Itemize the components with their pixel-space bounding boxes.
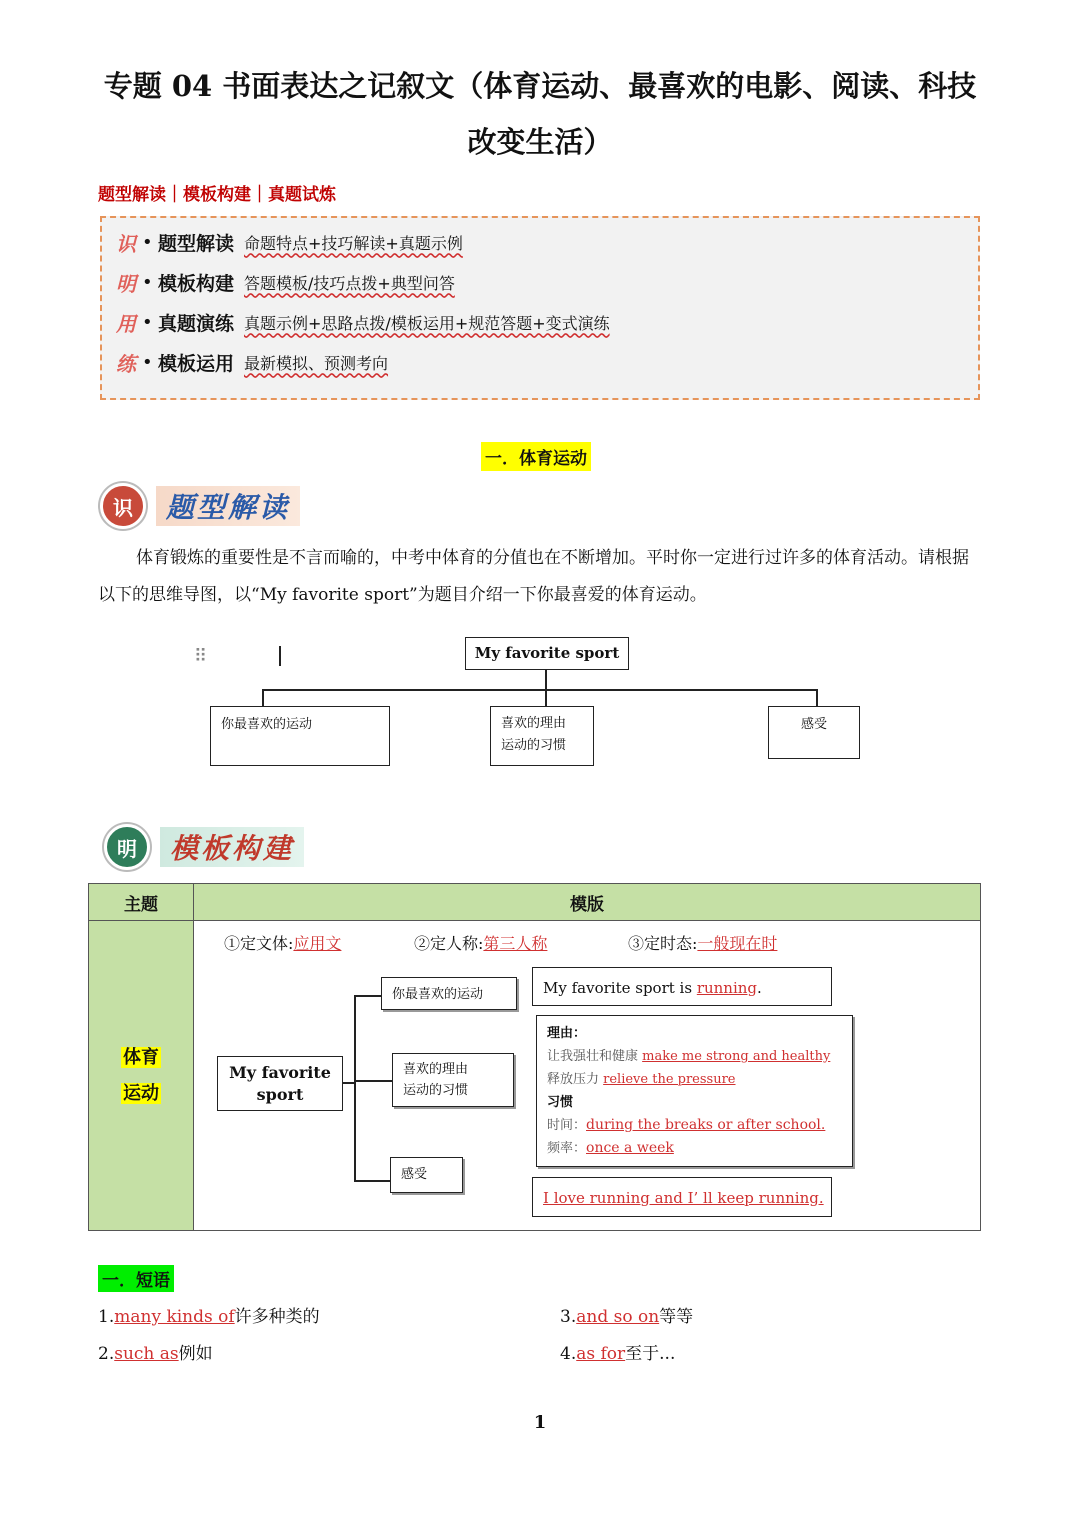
- habit-title: 习惯: [547, 1095, 574, 1110]
- toc-row: [116, 264, 455, 300]
- section-heading: 一．体育运动: [481, 442, 591, 471]
- badge-title: 模板构建: [160, 827, 304, 867]
- reason-title: 理由：: [547, 1026, 587, 1041]
- toc-desc: 答题模板/技巧点拨+典型问答: [244, 273, 455, 293]
- badge-seal-icon: 明: [104, 824, 150, 870]
- answer-box-reasons: [536, 1015, 853, 1167]
- toc-side-char: 练: [116, 351, 136, 376]
- rule-genre: ①定文体:应用文: [224, 934, 342, 953]
- drag-handle-icon[interactable]: ⠿: [194, 646, 208, 667]
- section-badge-template: [104, 825, 304, 869]
- connector-line: [545, 689, 547, 707]
- phrase-item: 3.and so on等等: [560, 1307, 694, 1327]
- section-nav: 题型解读｜模板构建｜真题试炼: [98, 185, 336, 205]
- rule-value: 应用文: [293, 934, 342, 953]
- connector-line: [262, 689, 264, 707]
- connector-line: [262, 689, 817, 691]
- connector-line: [354, 1180, 390, 1182]
- habit-item: 频率：once a week: [547, 1140, 674, 1156]
- template-node-reasons: 喜欢的理由 运动的习惯: [392, 1053, 514, 1107]
- answer-box-favorite: My favorite sport is running.: [532, 967, 832, 1006]
- toc-box: [100, 216, 980, 400]
- page-title: [60, 58, 1020, 170]
- mindmap-node-reasons: [490, 706, 594, 766]
- badge-seal-icon: 识: [100, 483, 146, 529]
- toc-name: 题型解读: [158, 232, 235, 255]
- toc-row: [116, 344, 388, 380]
- phrase-item: 4.as for至于...: [560, 1344, 676, 1364]
- section-badge-analysis: [100, 484, 300, 528]
- mindmap-node-feeling: 感受: [768, 706, 860, 759]
- bullet-icon: •: [142, 351, 153, 373]
- topic-line: 体育: [123, 1046, 159, 1068]
- toc-row: [116, 304, 610, 340]
- toc-desc: 真题示例+思路点拨/模板运用+规范答题+变式演练: [244, 313, 610, 333]
- table-header-template: 模版: [194, 884, 981, 921]
- prompt-paragraph: 体育锻炼的重要性是不言而喻的，中考中体育的分值也在不断增加。平时你一定进行过许多的体育活动。请根据以下的思维导图，以“My favorite sport”为题目介绍一下你最喜爱的体育运动。: [98, 548, 969, 605]
- rule-tense: ③定时态:一般现在时: [628, 934, 778, 953]
- connector-line: [354, 995, 356, 1181]
- table-header-topic: 主题: [89, 884, 194, 921]
- node-line: 喜欢的理由: [501, 716, 567, 731]
- toc-name: 模板构建: [158, 272, 235, 295]
- title-line-2: 改变生活）: [467, 125, 613, 159]
- connector-line: [354, 995, 381, 997]
- reason-item: 让我强壮和健康 make me strong and healthy: [547, 1049, 831, 1064]
- toc-name: 真题演练: [158, 312, 235, 335]
- connector-line: [354, 1080, 392, 1082]
- mindmap-root: My favorite sport: [465, 637, 629, 670]
- mindmap-node-favorite: 你最喜欢的运动: [210, 706, 390, 766]
- answer-box-feeling: I love running and I’ ll keep running.: [532, 1177, 832, 1217]
- template-node-favorite: 你最喜欢的运动: [381, 977, 517, 1010]
- reason-item: 释放压力 relieve the pressure: [547, 1072, 736, 1087]
- toc-desc: 最新模拟、预测考向: [244, 353, 389, 373]
- toc-side-char: 识: [116, 231, 136, 256]
- bullet-icon: •: [142, 271, 153, 293]
- phrases-heading: 一．短语: [98, 1265, 174, 1292]
- node-line: 运动的习惯: [501, 738, 567, 753]
- rule-value: 一般现在时: [697, 934, 778, 953]
- phrase-item: 1.many kinds of许多种类的: [98, 1307, 320, 1327]
- toc-side-char: 明: [116, 271, 136, 296]
- rule-person: ②定人称:第三人称: [414, 934, 548, 953]
- badge-title: 题型解读: [156, 486, 300, 526]
- connector-line: [816, 689, 818, 707]
- connector-line: [545, 669, 547, 689]
- toc-row: [116, 224, 463, 260]
- topic-cell: [89, 921, 194, 1231]
- rule-value: 第三人称: [483, 934, 548, 953]
- topic-line: 运动: [123, 1082, 159, 1104]
- bullet-icon: •: [142, 231, 153, 253]
- habit-item: 时间：during the breaks or after school.: [547, 1117, 826, 1133]
- template-node-feeling: 感受: [390, 1157, 463, 1193]
- toc-name: 模板运用: [158, 352, 235, 375]
- template-root: My favorite sport: [217, 1056, 343, 1111]
- toc-side-char: 用: [116, 311, 136, 336]
- title-line-1: 专题 04 书面表达之记叙文（体育运动、最喜欢的电影、阅读、科技: [103, 69, 977, 103]
- page-number: 1: [533, 1412, 547, 1433]
- bullet-icon: •: [142, 311, 153, 333]
- toc-desc: 命题特点+技巧解读+真题示例: [244, 233, 463, 253]
- phrase-item: 2.such as例如: [98, 1344, 213, 1364]
- text-cursor: [279, 646, 281, 666]
